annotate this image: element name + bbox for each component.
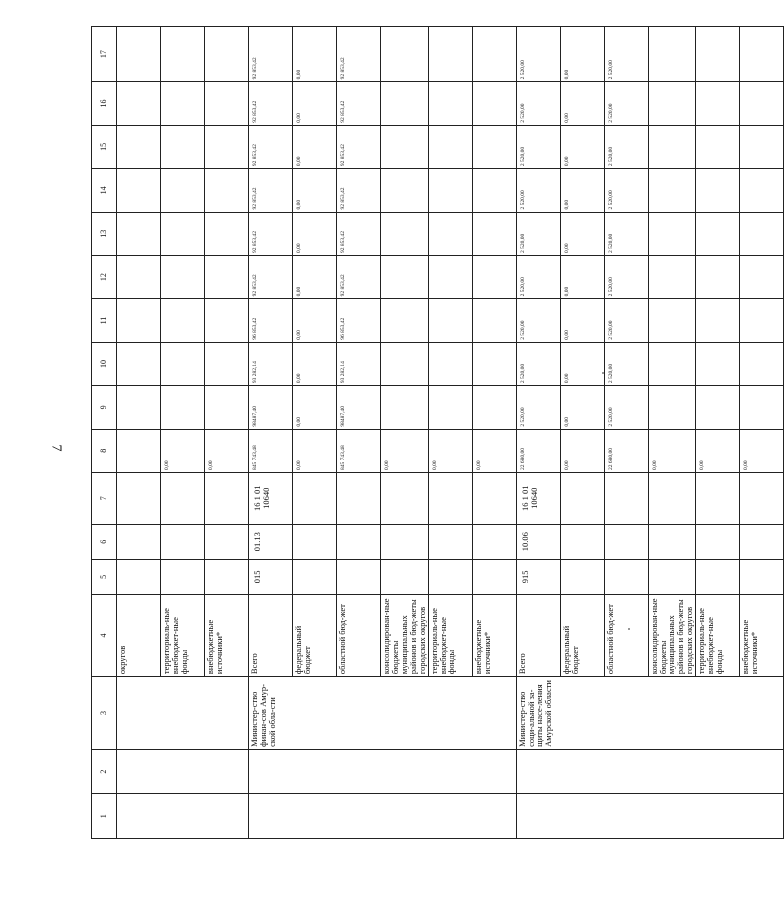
code-cell-c7	[472, 472, 516, 524]
column-number-cell: 14	[92, 169, 117, 212]
code-cell-c5: 015	[249, 559, 293, 594]
code-cell-c7	[740, 472, 784, 524]
amount-cell-v16: 2 520,00	[604, 82, 648, 125]
funding-source-cell: федеральный бюджет	[293, 594, 337, 676]
code-cell-c6: 10.06	[516, 524, 560, 559]
amount-cell-v15	[696, 125, 740, 168]
responsible-executor-cell	[117, 677, 249, 750]
amount-cell-v16	[740, 82, 784, 125]
funding-source-cell: территориаль-ные внебюджет-ные фонды	[428, 594, 472, 676]
budget-table	[91, 26, 784, 839]
amount-cell-v10: 0,00	[293, 342, 337, 385]
amount-cell-v15: 2 520,00	[516, 125, 560, 168]
amount-cell-v17	[472, 27, 516, 82]
code-cell-c7	[428, 472, 472, 524]
amount-cell-v14	[428, 169, 472, 212]
amount-cell-v14: 92 853,42	[249, 169, 293, 212]
amount-cell-v13: 0,00	[560, 212, 604, 255]
amount-cell-v13: 92 853,42	[249, 212, 293, 255]
amount-cell-v13	[117, 212, 161, 255]
page-number: 7	[48, 444, 64, 452]
funding-source-cell: внебюджетные источники*	[205, 594, 249, 676]
code-cell-c6	[381, 524, 429, 559]
amount-cell-v8: 0,00	[740, 429, 784, 472]
amount-cell-v14	[381, 169, 429, 212]
amount-cell-v11	[161, 299, 205, 342]
code-cell-c5	[117, 559, 161, 594]
amount-cell-v9: 0,00	[560, 386, 604, 429]
amount-cell-v12	[161, 255, 205, 298]
amount-cell-v8: 22 680,00	[604, 429, 648, 472]
table-row	[117, 27, 161, 839]
column-number-cell: 13	[92, 212, 117, 255]
amount-cell-v14	[161, 169, 205, 212]
amount-cell-v17: 0,00	[560, 27, 604, 82]
amount-cell-v17	[696, 27, 740, 82]
amount-cell-v13	[696, 212, 740, 255]
amount-cell-v16: 0,00	[293, 82, 337, 125]
amount-cell-v9: 0,00	[293, 386, 337, 429]
amount-cell-v9	[648, 386, 696, 429]
col1-cell	[249, 794, 517, 839]
code-cell-c5	[205, 559, 249, 594]
amount-cell-v14	[117, 169, 161, 212]
amount-cell-v17	[161, 27, 205, 82]
amount-cell-v14: 2 520,00	[604, 169, 648, 212]
amount-cell-v10	[740, 342, 784, 385]
code-cell-c6	[337, 524, 381, 559]
amount-cell-v16	[381, 82, 429, 125]
amount-cell-v9	[740, 386, 784, 429]
amount-cell-v8: 0,00	[472, 429, 516, 472]
column-number-cell: 3	[92, 677, 117, 750]
amount-cell-v15	[428, 125, 472, 168]
code-cell-c6	[696, 524, 740, 559]
amount-cell-v14	[648, 169, 696, 212]
amount-cell-v9: 2 520,00	[604, 386, 648, 429]
code-cell-c5	[696, 559, 740, 594]
table-row	[249, 27, 293, 839]
amount-cell-v15: 0,00	[560, 125, 604, 168]
code-cell-c7	[161, 472, 205, 524]
amount-cell-v17	[117, 27, 161, 82]
column-number-cell: 12	[92, 255, 117, 298]
amount-cell-v15: 92 853,42	[249, 125, 293, 168]
amount-cell-v10	[381, 342, 429, 385]
code-cell-c5: 915	[516, 559, 560, 594]
amount-cell-v15: 2 520,00	[604, 125, 648, 168]
amount-cell-v11	[117, 299, 161, 342]
amount-cell-v15	[161, 125, 205, 168]
column-number-cell: 15	[92, 125, 117, 168]
column-number-cell: 11	[92, 299, 117, 342]
amount-cell-v9: 2 520,00	[516, 386, 560, 429]
code-cell-c6	[428, 524, 472, 559]
amount-cell-v10	[696, 342, 740, 385]
amount-cell-v12: 0,00	[560, 255, 604, 298]
amount-cell-v11: 0,00	[293, 299, 337, 342]
amount-cell-v10	[472, 342, 516, 385]
code-cell-c5	[428, 559, 472, 594]
code-cell-c6	[293, 524, 337, 559]
code-cell-c5	[381, 559, 429, 594]
column-number-cell: 6	[92, 524, 117, 559]
code-cell-c6	[604, 524, 648, 559]
code-cell-c7: 16 1 01 10640	[249, 472, 293, 524]
col1-cell	[516, 794, 784, 839]
amount-cell-v10	[205, 342, 249, 385]
amount-cell-v11	[472, 299, 516, 342]
amount-cell-v12: 92 853,42	[337, 255, 381, 298]
amount-cell-v10: 0,00	[560, 342, 604, 385]
amount-cell-v12	[205, 255, 249, 298]
amount-cell-v12	[472, 255, 516, 298]
amount-cell-v13: 2 520,00	[604, 212, 648, 255]
amount-cell-v13	[381, 212, 429, 255]
amount-cell-v13: 0,00	[293, 212, 337, 255]
amount-cell-v17	[428, 27, 472, 82]
amount-cell-v10	[648, 342, 696, 385]
code-cell-c5	[740, 559, 784, 594]
amount-cell-v8: 845 743,48	[249, 429, 293, 472]
amount-cell-v13	[740, 212, 784, 255]
amount-cell-v16	[648, 82, 696, 125]
code-cell-c7	[293, 472, 337, 524]
amount-cell-v13	[648, 212, 696, 255]
amount-cell-v17: 2 520,00	[516, 27, 560, 82]
amount-cell-v11: 2 520,00	[516, 299, 560, 342]
column-number-cell: 17	[92, 27, 117, 82]
amount-cell-v8: 0,00	[161, 429, 205, 472]
amount-cell-v16: 0,00	[560, 82, 604, 125]
scan-speck	[628, 628, 630, 630]
amount-cell-v9	[472, 386, 516, 429]
amount-cell-v8: 0,00	[293, 429, 337, 472]
amount-cell-v11	[648, 299, 696, 342]
amount-cell-v9	[205, 386, 249, 429]
amount-cell-v17: 0,00	[293, 27, 337, 82]
responsible-executor-cell: Министер-ство соци-альной за-щиты насе-ления Амурской области	[516, 677, 784, 750]
code-cell-c6	[117, 524, 161, 559]
amount-cell-v17	[740, 27, 784, 82]
amount-cell-v12: 2 520,00	[604, 255, 648, 298]
amount-cell-v12	[117, 255, 161, 298]
amount-cell-v17: 92 853,42	[337, 27, 381, 82]
funding-source-cell: консолидирован-ные бюджеты муниципальных районов и бюд-жеты городских округов	[381, 594, 429, 676]
amount-cell-v10	[161, 342, 205, 385]
amount-cell-v11	[381, 299, 429, 342]
amount-cell-v11: 96 853,42	[249, 299, 293, 342]
amount-cell-v14	[472, 169, 516, 212]
amount-cell-v17	[205, 27, 249, 82]
code-cell-c5	[161, 559, 205, 594]
amount-cell-v14	[696, 169, 740, 212]
amount-cell-v16	[428, 82, 472, 125]
funding-source-cell: территориаль-ные внебюджет-ные фонды	[696, 594, 740, 676]
amount-cell-v10	[117, 342, 161, 385]
code-cell-c6	[648, 524, 696, 559]
amount-cell-v16	[205, 82, 249, 125]
col1-cell	[117, 794, 249, 839]
funding-source-cell: федеральный бюджет	[560, 594, 604, 676]
column-number-cell: 10	[92, 342, 117, 385]
amount-cell-v16: 92 853,42	[249, 82, 293, 125]
amount-cell-v15: 92 853,42	[337, 125, 381, 168]
amount-cell-v13	[428, 212, 472, 255]
amount-cell-v11	[740, 299, 784, 342]
amount-cell-v17	[381, 27, 429, 82]
amount-cell-v17: 2 520,00	[604, 27, 648, 82]
amount-cell-v9	[117, 386, 161, 429]
amount-cell-v10	[428, 342, 472, 385]
code-cell-c6	[161, 524, 205, 559]
code-cell-c7	[648, 472, 696, 524]
amount-cell-v10: 2 520,00	[516, 342, 560, 385]
table-row	[516, 27, 560, 839]
amount-cell-v16	[472, 82, 516, 125]
amount-cell-v16	[696, 82, 740, 125]
amount-cell-v12	[381, 255, 429, 298]
amount-cell-v8	[117, 429, 161, 472]
amount-cell-v11: 96 853,42	[337, 299, 381, 342]
amount-cell-v12	[428, 255, 472, 298]
amount-cell-v13: 92 853,42	[337, 212, 381, 255]
amount-cell-v15	[740, 125, 784, 168]
amount-cell-v13	[161, 212, 205, 255]
amount-cell-v8: 0,00	[428, 429, 472, 472]
amount-cell-v15	[472, 125, 516, 168]
code-cell-c7	[117, 472, 161, 524]
amount-cell-v12: 0,00	[293, 255, 337, 298]
amount-cell-v9	[161, 386, 205, 429]
amount-cell-v8: 0,00	[696, 429, 740, 472]
amount-cell-v8: 0,00	[560, 429, 604, 472]
amount-cell-v14	[205, 169, 249, 212]
code-cell-c6: 01.13	[249, 524, 293, 559]
code-cell-c7	[604, 472, 648, 524]
amount-cell-v15	[381, 125, 429, 168]
amount-cell-v14: 0,00	[560, 169, 604, 212]
amount-cell-v15: 0,00	[293, 125, 337, 168]
code-cell-c6	[472, 524, 516, 559]
amount-cell-v8: 22 680,00	[516, 429, 560, 472]
amount-cell-v16	[161, 82, 205, 125]
amount-cell-v14: 92 853,42	[337, 169, 381, 212]
funding-source-cell: округов	[117, 594, 161, 676]
code-cell-c5	[472, 559, 516, 594]
amount-cell-v17: 92 853,42	[249, 27, 293, 82]
code-cell-c7: 16 1 01 10640	[516, 472, 560, 524]
funding-source-cell: Всего	[516, 594, 560, 676]
funding-source-cell: Всего	[249, 594, 293, 676]
code-cell-c6	[740, 524, 784, 559]
amount-cell-v9	[428, 386, 472, 429]
amount-cell-v13	[472, 212, 516, 255]
amount-cell-v11	[205, 299, 249, 342]
amount-cell-v15	[205, 125, 249, 168]
amount-cell-v12	[648, 255, 696, 298]
code-cell-c6	[205, 524, 249, 559]
amount-cell-v9	[696, 386, 740, 429]
amount-cell-v12	[696, 255, 740, 298]
code-cell-c7	[696, 472, 740, 524]
header-row	[92, 27, 117, 839]
column-number-cell: 2	[92, 749, 117, 794]
amount-cell-v8: 845 743,48	[337, 429, 381, 472]
amount-cell-v16	[117, 82, 161, 125]
amount-cell-v11	[428, 299, 472, 342]
code-cell-c6	[560, 524, 604, 559]
funding-source-cell: областной бюд-жет	[604, 594, 648, 676]
responsible-executor-cell: Министер-ство финан-сов Амур-ской обла-сти	[249, 677, 517, 750]
funding-source-cell: консолидирован-ные бюджеты муниципальных районов и бюд-жеты городских округов	[648, 594, 696, 676]
column-number-cell: 5	[92, 559, 117, 594]
column-number-cell: 7	[92, 472, 117, 524]
code-cell-c7	[381, 472, 429, 524]
column-number-cell: 9	[92, 386, 117, 429]
code-cell-c5	[560, 559, 604, 594]
amount-cell-v10: 2 520,00	[604, 342, 648, 385]
code-cell-c5	[604, 559, 648, 594]
scan-speck	[602, 372, 604, 374]
funding-source-cell: внебюджетные источники*	[740, 594, 784, 676]
column-number-cell: 4	[92, 594, 117, 676]
amount-cell-v9	[381, 386, 429, 429]
amount-cell-v15	[117, 125, 161, 168]
amount-cell-v17	[648, 27, 696, 82]
amount-cell-v14: 2 520,00	[516, 169, 560, 212]
rotated-table-wrapper	[91, 26, 760, 839]
amount-cell-v15	[648, 125, 696, 168]
funding-source-cell: территориаль-ные внебюджет-ные фонды	[161, 594, 205, 676]
amount-cell-v10: 93 282,14	[249, 342, 293, 385]
amount-cell-v14: 0,00	[293, 169, 337, 212]
col2-cell	[249, 749, 517, 794]
amount-cell-v9: 98487,40	[249, 386, 293, 429]
amount-cell-v8: 0,00	[381, 429, 429, 472]
amount-cell-v11: 2 520,00	[604, 299, 648, 342]
amount-cell-v16: 92 853,42	[337, 82, 381, 125]
col2-cell	[516, 749, 784, 794]
amount-cell-v13: 2 520,00	[516, 212, 560, 255]
amount-cell-v12: 92 853,42	[249, 255, 293, 298]
amount-cell-v14	[740, 169, 784, 212]
funding-source-cell: областной бюд-жет	[337, 594, 381, 676]
column-number-cell: 1	[92, 794, 117, 839]
amount-cell-v16: 2 520,00	[516, 82, 560, 125]
code-cell-c5	[337, 559, 381, 594]
code-cell-c7	[205, 472, 249, 524]
amount-cell-v12: 2 520,00	[516, 255, 560, 298]
code-cell-c5	[648, 559, 696, 594]
amount-cell-v12	[740, 255, 784, 298]
col2-cell	[117, 749, 249, 794]
amount-cell-v10: 93 282,14	[337, 342, 381, 385]
funding-source-cell: внебюджетные источники*	[472, 594, 516, 676]
amount-cell-v9: 98487,40	[337, 386, 381, 429]
code-cell-c5	[293, 559, 337, 594]
column-number-cell: 16	[92, 82, 117, 125]
code-cell-c7	[337, 472, 381, 524]
code-cell-c7	[560, 472, 604, 524]
amount-cell-v11	[696, 299, 740, 342]
amount-cell-v8: 0,00	[648, 429, 696, 472]
amount-cell-v8: 0,00	[205, 429, 249, 472]
amount-cell-v11: 0,00	[560, 299, 604, 342]
column-number-cell: 8	[92, 429, 117, 472]
amount-cell-v13	[205, 212, 249, 255]
